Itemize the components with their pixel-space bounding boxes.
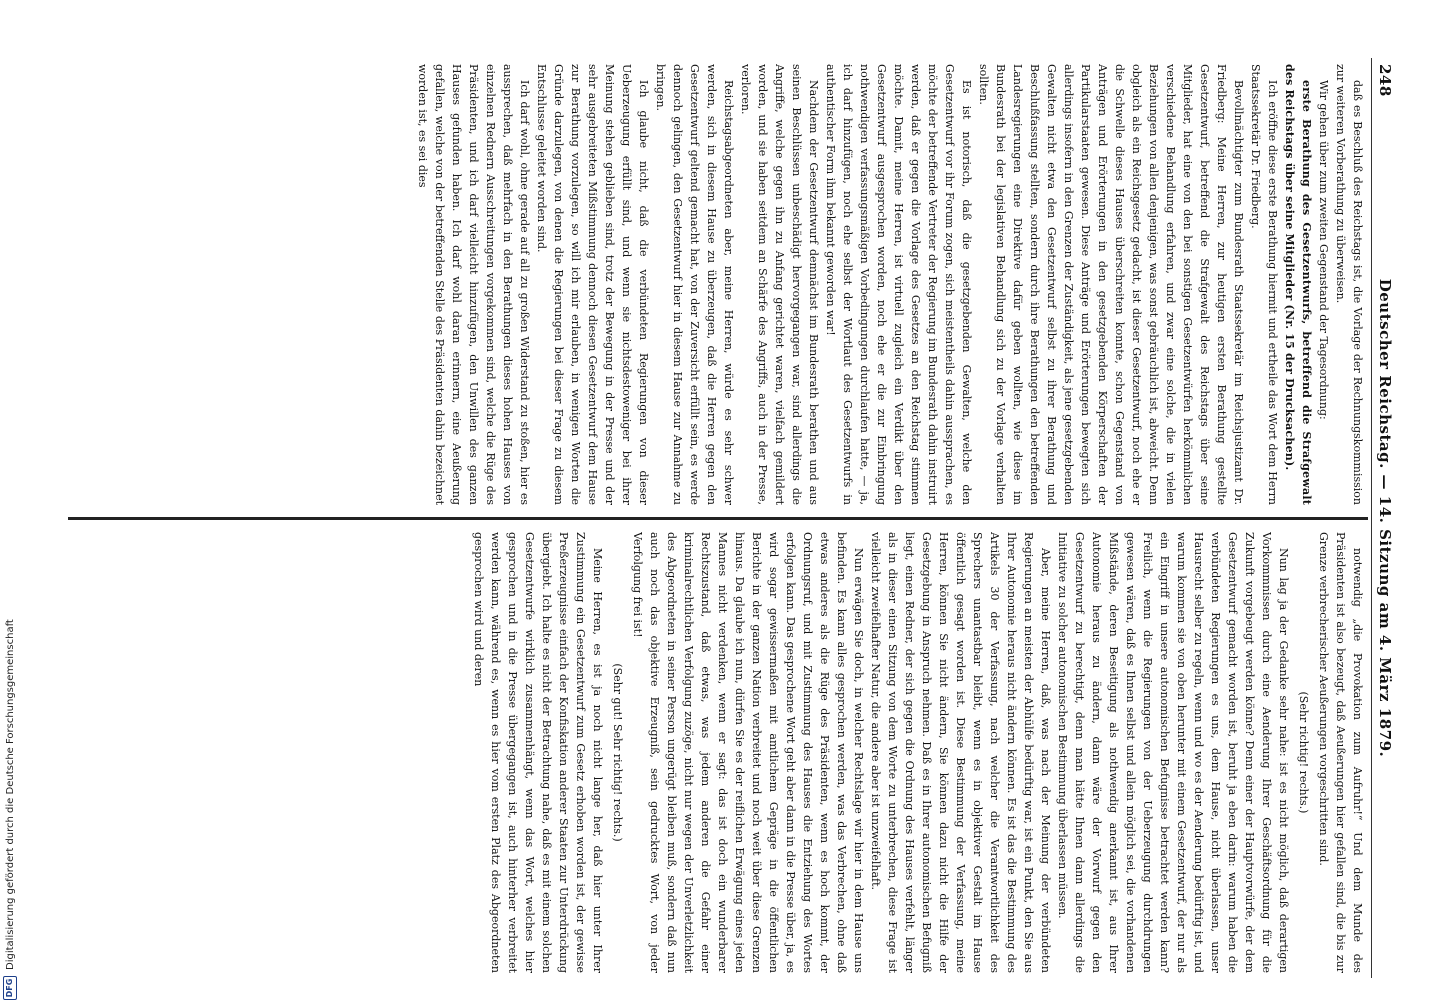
paragraph: Ich glaube nicht, daß die verbündeten Regierungen von dieser Ueberzeugung erfüllt sind, und wenn sie nichtsdestoweniger bei ihrer Meinung stehen geblieben sind, trotz der Bewegung in der Presse und der sehr ausgebreiteten Mißstimmung dennoch diesen Gesetzentwurf dem Hause zur Berathung vorzulegen, so will ich mir erlauben, in wenigen Worten die Gründe darzulegen, von denen die Regierungen bei dieser Frage zu diesem Entschlusse geleitet worden sind. (535, 64, 650, 505)
right-column (70, 532, 1366, 973)
agenda-heading: erste Berathung des Gesetzentwurfs, betreffend die Strafgewalt des Reichstags über seine Mitglieder (Nr. 15 der Drucksachen). (1283, 64, 1313, 505)
digitization-credit (2, 20, 20, 1000)
paragraph: Ich darf wohl, ohne gerade auf all zu großen Widerstand zu stoßen, hier es aussprechen, daß mehrfach in den Berathungen dieses hohen Hauses von einzelnen Rednern Ausschreitungen vorgekommen sind, welche die Rüge des Präsidenten, und ich darf vielleicht hinzufügen, den Unwillen des ganzen Hauses gefunden haben. Ich darf wohl daran erinnern, eine Aeußerung gefallen, welche von der betreffenden Stelle des Präsidenten dahin bezeichnet worden ist, es sei dies (416, 64, 531, 505)
running-head-title: Deutscher Reichstag. — 14. Sitzung am 4. März 1879. (1376, 278, 1394, 758)
paragraph: Es ist notorisch, daß die gesetzgebenden Gewalten, welche den Gesetzentwurf vor ihr Forum zogen, sich meistentheils dahin aussprachen, es möchte der betreffende Vertreter der Regierung im Bundesrath dahin instruirt werden, daß er gegen die Vorlage des Gesetzes an den Reichstag stimmen möchte. Damit, meine Herren, ist virtuell zugleich ein Verdikt über den Gesetzentwurf ausgesprochen worden, noch ehe er die zur Einbringung nothwendigen verfassungsmäßigen Vorbedingungen durchlaufen hatte, — ja, ich darf hinzufügen, noch ehe selbst der Wortlaut des Gesetzentwurfs in authentischer Form ihm bekannt geworden war! (824, 64, 973, 505)
header-rule (1371, 58, 1372, 978)
paragraph: Reichstagsabgeordneten aber, meine Herren, würde es sehr schwer werden, sich in diesem Hause zu überzeugen, daß die Herren gegen den Gesetzentwurf geltend gemacht hat, von der Zuversicht erfüllt sein, es werde dennoch gelingen, den Gesetzentwurf hier in diesem Hause zur Annahme zu bringen. (654, 64, 735, 505)
rotated-newspaper-page (66, 58, 1396, 978)
interjection: (Sehr gut! Sehr richtig! rechts.) (611, 663, 624, 842)
paragraph: Aber, meine Herren, daß, was nach der Meinung der verbündeten Regierungen an meisten der Abhülfe bedürftig war, ist ein Punkt, den Sie aus Ihrer Autonomie heraus nicht ändern können. Es ist das die Bestimmung des Artikels 30 der Verfassung, nach welcher die Verantwortlichkeit des Sprechers unantastbar bleibt, wenn es in objektiver Gestalt im Hause öffentlich gesagt worden ist. Diese Bestimmung der Verfassung, meine Herren, können Sie nicht ändern, Sie können dazu nicht die Hilfe der Gesetzgebung in Anspruch nehmen. Daß es in Ihrer autonomischen Befugniß liegt, einen Redner, der sich gegen die Ordnung des Hauses verfehlt, länger als in dieser einen Sitzung von dem Worte zu unterbrechen, diese Frage ist vielleicht zweifelhafter Natur, die andere aber ist unzweifelhaft. (869, 532, 1052, 973)
page-number: 248 (1376, 64, 1394, 97)
paragraph: Nachdem der Gesetzentwurf demnächst im Bundesrath berathen und aus seinen Beschlüssen unbeschädigt hervorgegangen war, sind allerdings die Angriffe, welche gegen ihn zu Anfang gerichtet waren, vielfach gemildert worden, und sie haben seitdem an Schärfe des Angriffs, auch in der Presse, verloren. (739, 64, 820, 505)
paragraph: notwendig „die Provokation zum Aufruhr!“ Und dem Munde des Präsidenten ist also bezeugt, daß Aeußerungen hier gefallen sind, die bis zur Grenze verbrecherischer Aeußerungen vorgeschritten sind. (1317, 532, 1364, 973)
running-head (1372, 58, 1396, 978)
paragraph: Wir gehen über zum zweiten Gegenstand der Tagesordnung: (1317, 80, 1330, 420)
left-column (70, 64, 1366, 505)
dfg-logo-icon: DFG (3, 976, 17, 1000)
credit-text: Digitalisierung gefördert durch die Deutsche Forschungsgemeinschaft (5, 619, 16, 970)
paragraph: Ich eröffne diese erste Berathung hiermit und ertheile das Wort dem Herrn Staatssekretär Dr. Friedberg. (1249, 64, 1279, 505)
paragraph: daß es Beschluß des Reichstags ist, die Vorlage der Rechnungskommission zur weiteren Vorberathung zu überweisen. (1334, 64, 1364, 505)
interjection: (Sehr richtig! rechts.) (1297, 691, 1310, 814)
paragraph: Nun lag ja der Gedanke sehr nahe: ist es nicht möglich, daß derartigen Vorkommnissen durch eine Aenderung Ihrer Geschäftsordnung für die Zukunft vorgebeugt werden könne? Denn einer der Hauptvorwürfe, der dem Gesetzentwurf gemacht worden ist, beruht ja eben darin: warum haben die verbündeten Regierungen es uns, dem Hause, nicht überlassen, unser Hausrecht selber zu regeln, wenn und wo es der Aenderung bedürftig ist, und warum kommen sie von oben herunter mit einem Gesetzentwurf, der nur als ein Eingriff in unsere autonomischen Befugnisse betrachtet werden kann? Freilich, wenn die Regierungen von der Ueberzeugung durchdrungen gewesen wären, daß es Ihnen selbst und allein möglich sei, die vorhandenen Mißstände, deren Beseitigung als nothwendig anerkannt ist, aus Ihrer Autonomie heraus zu ändern, dann wäre der Vorwurf gegen den Gesetzentwurf zu berechtigt, denn man hätte Ihnen dann allerdings die Initiative zu solcher autonomischen Bestimmung überlassen müssen. (1056, 532, 1290, 973)
paragraph: Bevollmächtigter zum Bundesrath Staatssekretär im Reichsjustizamt Dr. Friedberg: Meine Herren, zur heutigen ersten Berathung gestellte Gesetzentwurf, betreffend die Strafgewalt des Reichstags über seine Mitglieder, hat eine von den bei sonstigen Gesetzentwürfen herkömmlichen verschiedene Behandlung erfahren, und zwar eine solche, die in vielen Beziehungen von allen denjenigen, was sonst gebräuchlich ist, abweicht. Denn obgleich als ein Reichsgesetz gedacht, ist dieser Gesetzentwurf, noch ehe er die Schwelle dieses Hauses überschreiten konnte, schon Gegenstand von Anträgen und Erörterungen in den gesetzgebenden Körperschaften der Partikularstaaten gewesen. Diese Anträge und Erörterungen bewegten sich allerdings insofern in den Grenzen der Zuständigkeit, als jene gesetzgebenden Gewalten nicht etwa den Gesetzentwurf selbst zu ihrer Berathung und Beschlußfassung stellten, sondern durch ihre Berathungen den betreffenden Landesregierungen eine Direktive dafür geben wollten, wie diese im Bundesrath bei der legislativen Behandlung sich zu der Vorlage verhalten sollten. (977, 64, 1245, 505)
paragraph: Nun erwägen Sie doch, in welcher Rechtslage wir hier in dem Hause uns befinden. Es kann alles gesprochen werden, was das Verbrechen, ohne daß etwas anderes als die Rüge des Präsidenten, wenn es hoch kommt, der Ordnungsruf, und mit Zustimmung des Hauses die Entziehung des Wortes erfolgen kann. Das gesprochene Wort geht aber dann in die Presse über, ja, es wird sogar gewissermaßen mit amtlichem Gepräge in die öffentlichen Berichte in der ganzen Nation verbreitet und noch weit über diese Grenzen hinaus. Da glaube ich nun, dürfen Sie es der reiflichen Erwägung eines jeden Mannes nicht verdenken, wenn er sagt: das ist doch ein wunderbarer Rechtszustand, daß etwas, was jedem anderen die Gefahr einer kriminalrechtlichen Verfolgung zuzöge, nicht nur wegen der Unverletzlichkeit des Abgeordneten in seiner Person ungerügt bleiben muß, sondern daß nun auch noch das objektive Erzeugniß, sein gedrucktes Wort, von jeder Verfolgung frei ist! (631, 532, 865, 973)
paragraph: Meine Herren, es ist ja noch nicht lange her, daß hier unter Ihrer Zustimmung ein Gesetzentwurf zum Gesetz erhoben worden ist, der gewisse Preßerzeugnisse einfach der Konfiskation anderer Staaten zur Unterdrückung übergiebt. Ich halte es nicht der Betrachtung nahe, daß es mit einem solchen Gesetzentwurfe wirklich zusammenhängt, wenn das Wort, welches hier gesprochen und in die Presse übergegangen ist, auch hinterher verbreitet werden kann, während es, wenn es hier vom ersten Platz des Abgeordneten gesprochen wird und deren (472, 532, 604, 973)
column-rule (68, 517, 1368, 520)
